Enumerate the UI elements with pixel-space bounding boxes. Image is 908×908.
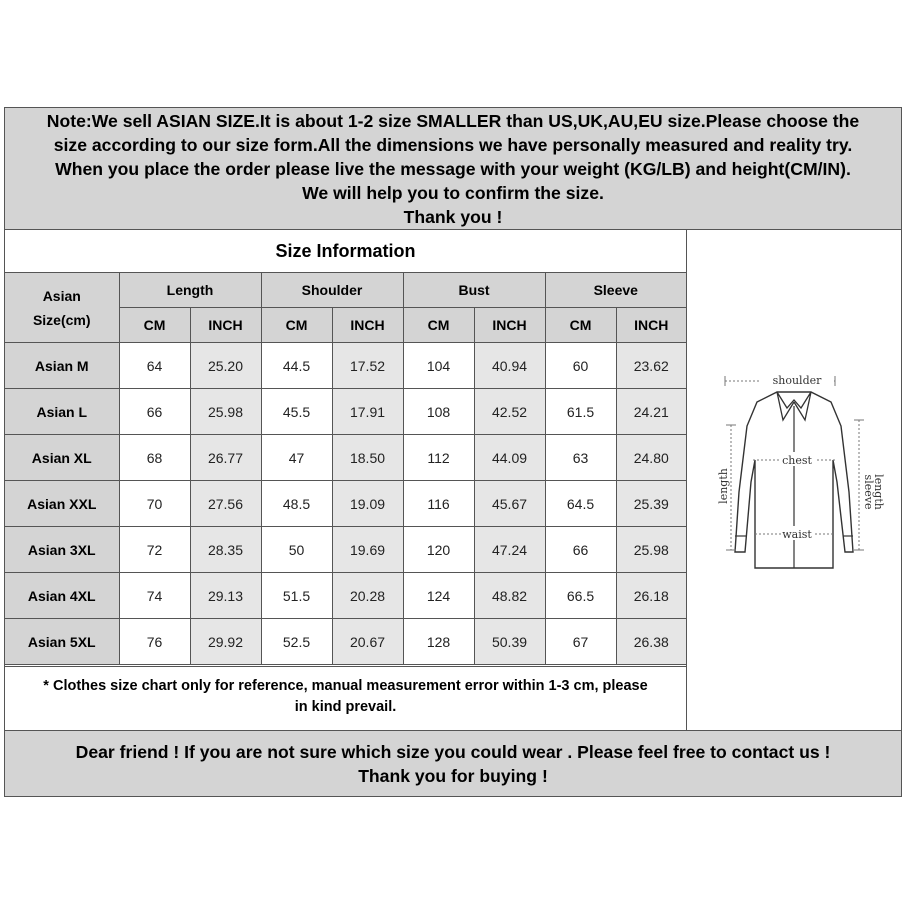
sleeve-header: Sleeve xyxy=(545,273,686,308)
footer-banner xyxy=(5,730,901,796)
table-row xyxy=(5,435,686,481)
unit-header-inch: INCH xyxy=(616,308,686,343)
unit-header-cm: CM xyxy=(545,308,616,343)
table-cell: 24.21 xyxy=(616,389,686,435)
table-cell: 42.52 xyxy=(474,389,545,435)
table-cell: 29.92 xyxy=(190,619,261,665)
table-cell: 17.52 xyxy=(332,343,403,389)
table-cell: 45.5 xyxy=(261,389,332,435)
table-cell: 48.82 xyxy=(474,573,545,619)
table-cell: 76 xyxy=(119,619,190,665)
size-table xyxy=(5,273,686,665)
unit-header-inch: INCH xyxy=(332,308,403,343)
table-cell: 61.5 xyxy=(545,389,616,435)
note-line: When you place the order please live the message with your weight (KG/LB) and height(CM/IN). xyxy=(55,159,851,179)
table-row xyxy=(5,389,686,435)
waist-label: waist xyxy=(782,528,812,541)
table-cell: 44.09 xyxy=(474,435,545,481)
asian-size-header xyxy=(5,273,119,343)
table-cell: 40.94 xyxy=(474,343,545,389)
table-cell: 66.5 xyxy=(545,573,616,619)
table-cell: 19.09 xyxy=(332,481,403,527)
table-cell: 112 xyxy=(403,435,474,481)
table-cell: 50.39 xyxy=(474,619,545,665)
table-cell: 24.80 xyxy=(616,435,686,481)
table-cell: 120 xyxy=(403,527,474,573)
table-cell: 116 xyxy=(403,481,474,527)
unit-header-inch: INCH xyxy=(190,308,261,343)
table-cell: 25.98 xyxy=(616,527,686,573)
table-cell: 17.91 xyxy=(332,389,403,435)
length-label: length xyxy=(717,468,730,504)
unit-header-inch: INCH xyxy=(474,308,545,343)
table-cell: 47 xyxy=(261,435,332,481)
table-cell: 63 xyxy=(545,435,616,481)
table-cell: 104 xyxy=(403,343,474,389)
row-label: Asian 3XL xyxy=(5,527,119,573)
chest-label: chest xyxy=(782,454,812,467)
note-line: Note:We sell ASIAN SIZE.It is about 1-2 size SMALLER than US,UK,AU,EU size.Please choose the xyxy=(46,111,860,131)
sleeve-length-label: length xyxy=(872,474,885,510)
row-label: Asian 5XL xyxy=(5,619,119,665)
row-label: Asian XXL xyxy=(5,481,119,527)
table-cell: 25.20 xyxy=(190,343,261,389)
table-cell: 108 xyxy=(403,389,474,435)
table-cell: 20.67 xyxy=(332,619,403,665)
table-row xyxy=(5,527,686,573)
table-cell: 51.5 xyxy=(261,573,332,619)
shirt-measurement-diagram xyxy=(687,230,901,730)
shoulder-label: shoulder xyxy=(772,374,822,387)
table-cell: 72 xyxy=(119,527,190,573)
row-label: Asian L xyxy=(5,389,119,435)
size-information-title: Size Information xyxy=(5,230,686,273)
table-cell: 45.67 xyxy=(474,481,545,527)
note-line: size according to our size form.All the dimensions we have personally measured and reality try. xyxy=(53,135,853,155)
table-cell: 124 xyxy=(403,573,474,619)
table-cell: 25.98 xyxy=(190,389,261,435)
table-cell: 50 xyxy=(261,527,332,573)
table-cell: 25.39 xyxy=(616,481,686,527)
table-cell: 27.56 xyxy=(190,481,261,527)
table-row xyxy=(5,343,686,389)
length-header: Length xyxy=(119,273,261,308)
table-cell: 18.50 xyxy=(332,435,403,481)
table-cell: 66 xyxy=(545,527,616,573)
table-cell: 64 xyxy=(119,343,190,389)
table-cell: 68 xyxy=(119,435,190,481)
table-cell: 26.18 xyxy=(616,573,686,619)
table-cell: 47.24 xyxy=(474,527,545,573)
table-cell: 29.13 xyxy=(190,573,261,619)
middle-section xyxy=(5,230,901,730)
note-banner xyxy=(5,108,901,230)
row-label: Asian M xyxy=(5,343,119,389)
asian-size-header-line2: Size(cm) xyxy=(32,311,91,328)
table-cell: 48.5 xyxy=(261,481,332,527)
disclaimer xyxy=(5,666,686,730)
row-label: Asian XL xyxy=(5,435,119,481)
table-row xyxy=(5,619,686,665)
table-cell: 20.28 xyxy=(332,573,403,619)
sleeve-label: sleeve xyxy=(862,474,875,510)
table-cell: 26.77 xyxy=(190,435,261,481)
table-row xyxy=(5,481,686,527)
table-cell: 128 xyxy=(403,619,474,665)
shirt-diagram-panel xyxy=(687,230,901,730)
size-table-panel xyxy=(5,230,687,730)
table-cell: 60 xyxy=(545,343,616,389)
footer-line: Dear friend ! If you are not sure which size you could wear . Please feel free to contact us ! xyxy=(75,742,831,762)
table-cell: 28.35 xyxy=(190,527,261,573)
size-chart-frame xyxy=(4,107,902,797)
footer-line: Thank you for buying ! xyxy=(358,766,548,786)
unit-header-cm: CM xyxy=(261,308,332,343)
table-cell: 26.38 xyxy=(616,619,686,665)
unit-header-cm: CM xyxy=(119,308,190,343)
shoulder-header: Shoulder xyxy=(261,273,403,308)
table-cell: 23.62 xyxy=(616,343,686,389)
table-cell: 52.5 xyxy=(261,619,332,665)
table-cell: 70 xyxy=(119,481,190,527)
table-cell: 44.5 xyxy=(261,343,332,389)
note-line: Thank you ! xyxy=(403,207,503,227)
note-line: We will help you to confirm the size. xyxy=(302,183,604,203)
table-cell: 64.5 xyxy=(545,481,616,527)
row-label: Asian 4XL xyxy=(5,573,119,619)
table-cell: 19.69 xyxy=(332,527,403,573)
table-cell: 66 xyxy=(119,389,190,435)
disclaimer-line: in kind prevail. xyxy=(294,699,397,715)
asian-size-header-line1: Asian xyxy=(42,287,81,304)
unit-header-cm: CM xyxy=(403,308,474,343)
table-cell: 74 xyxy=(119,573,190,619)
disclaimer-line: * Clothes size chart only for reference, manual measurement error within 1-3 cm, please xyxy=(43,678,648,694)
table-row xyxy=(5,573,686,619)
bust-header: Bust xyxy=(403,273,545,308)
table-cell: 67 xyxy=(545,619,616,665)
